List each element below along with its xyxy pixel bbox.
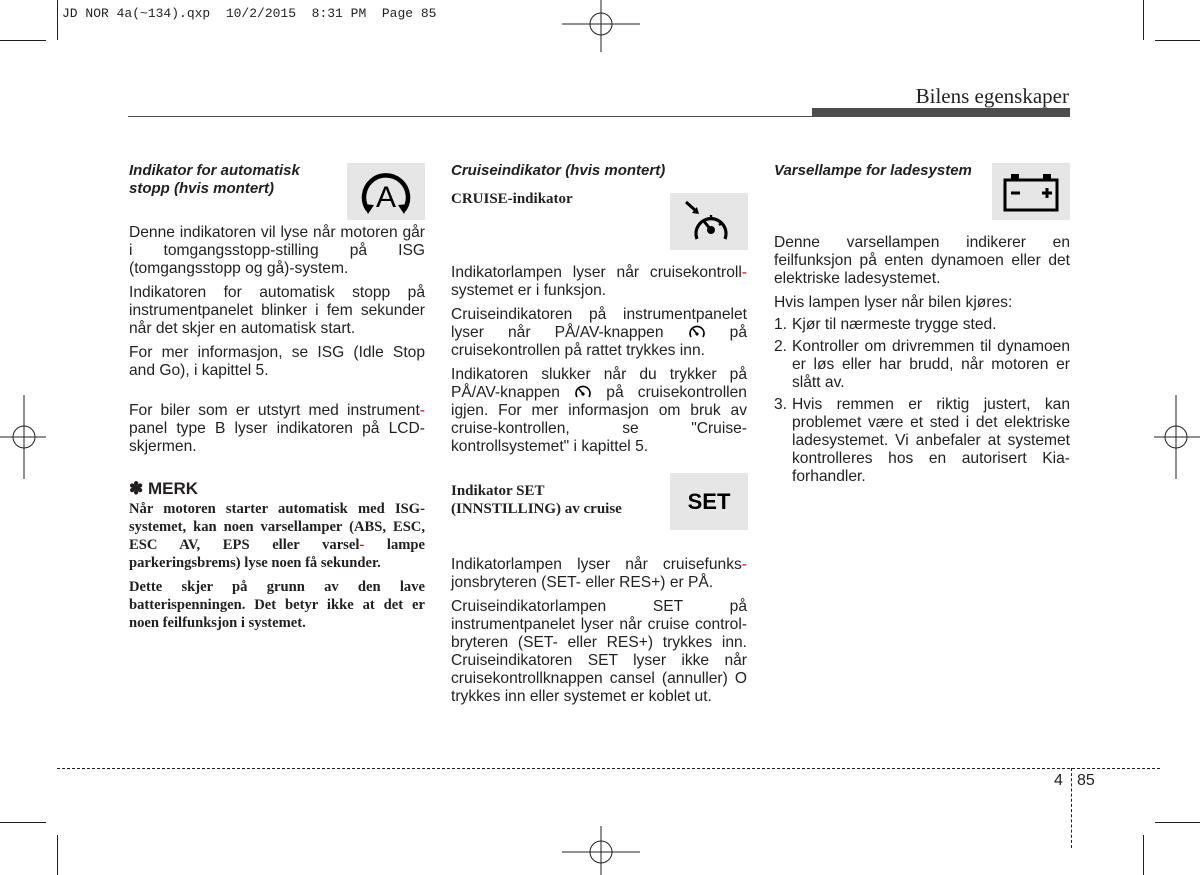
set-indicator-label: SET (687, 488, 731, 514)
auto-stop-indicator-box (347, 163, 425, 220)
steps-list (774, 316, 1070, 486)
paragraph: Cruiseindikatorlampen SET på instrumentpanelet lyser når cruise control-bryteren (SET- eller RES+) trykkes inn. Cruiseindikatoren SET lyser ikke når cruisekontrollknappen cansel (annuller) O trykkes inn eller systemet er koblet ut. (451, 598, 747, 705)
crop-mark (0, 40, 46, 41)
battery-icon (1001, 171, 1061, 213)
crop-mark (1155, 822, 1200, 823)
battery-indicator-box (992, 163, 1070, 220)
footer-divider (1071, 768, 1072, 848)
paragraph: Indikatoren slukker når du trykker på PÅ/AV-knappen på cruisekontrollen igjen. For mer informasjon om bruk av cruise-kontrollen, se "Cruise-kontrollsystemet" i kapittel 5. (451, 366, 747, 455)
registration-mark-icon (1154, 395, 1200, 479)
list-item: 1. Kjør til nærmeste trygge sted. (774, 316, 997, 333)
footer-rule (57, 768, 1160, 769)
paragraph: Denne varsellampen indikerer en feilfunksjon på enten dynamoen eller det elektriske ladesystemet. (774, 234, 1070, 287)
registration-mark-icon (562, 0, 640, 52)
crop-mark (0, 822, 46, 823)
cruise-button-icon (574, 384, 592, 400)
svg-text:A: A (375, 180, 397, 214)
section-title-cruise: Cruiseindikator (hvis montert) (451, 162, 666, 179)
paragraph: Denne indikatoren vil lyse når motoren går i tomgangsstopp-stilling på ISG (tomgangsstopp og gå)-system. (129, 224, 425, 277)
list-item: 2. Kontroller om drivremmen til dynamoen er løs eller har brudd, når motoren er slått av. (774, 338, 1070, 391)
list-item: 3. Hvis remmen er riktig justert, kan problemet være et sted i det elektriske ladesystemet. Vi anbefaler at systemet kontrolleres hos en autorisert Kia-forhandler. (774, 396, 1070, 485)
column-1 (129, 162, 425, 638)
paragraph: Indikatoren for automatisk stopp på instrumentpanelet blinker i fem sekunder når det skjer en automatisk start. (129, 284, 425, 337)
note-title: ✽ MERK (129, 479, 199, 498)
paragraph: Indikatorlampen lyser når cruisefunks- jonsbryteren (SET- eller RES+) er PÅ. (451, 556, 747, 591)
paragraph: Hvis lampen lyser når bilen kjøres: (774, 294, 1013, 311)
auto-stop-A-icon (355, 166, 417, 218)
crop-mark (1143, 0, 1144, 40)
note-paragraph: Dette skjer på grunn av den lave batterispenningen. Det betyr ikke at det er noen feilfunksjon i systemet. (129, 579, 425, 631)
chapter-number: 4 (1054, 772, 1063, 789)
registration-mark-icon (562, 826, 640, 875)
cruise-button-icon (688, 324, 706, 340)
chapter-title: Bilens egenskaper (915, 84, 1069, 108)
cruise-speedometer-icon (684, 199, 734, 245)
paragraph: For mer informasjon, se ISG (Idle Stop and Go), i kapittel 5. (129, 344, 425, 379)
registration-mark-icon (0, 395, 46, 479)
subsection-title-cruise: CRUISE-indikator (451, 191, 573, 207)
set-indicator-box (670, 473, 748, 530)
crop-mark (57, 0, 58, 40)
section-title-charging: Varsellampe for ladesystem (774, 162, 972, 179)
header-rule (128, 116, 1070, 117)
print-slug: JD NOR 4a(~134).qxp 10/2/2015 8:31 PM Page 85 (62, 6, 437, 21)
paragraph: Indikatorlampen lyser når cruisekontroll- systemet er i funksjon. (451, 264, 747, 299)
note-paragraph: Når motoren starter automatisk med ISG-systemet, kan noen varsellamper (ABS, ESC, ESC AV, EPS eller varsel- lampe parkeringsbrems) lyse noen få sekunder. (129, 501, 426, 571)
crop-mark (57, 835, 58, 875)
cruise-indicator-box (670, 193, 748, 250)
crop-mark (1143, 835, 1144, 875)
paragraph: Cruiseindikatoren på instrumentpanelet lyser når PÅ/AV-knappen på cruisekontrollen på rattet trykkes inn. (451, 306, 747, 359)
paragraph: For biler som er utstyrt med instrument- panel type B lyser indikatoren på LCD-skjermen. (129, 402, 425, 455)
subsection-title-set: Indikator SET (INNSTILLING) av cruise (451, 483, 622, 517)
section-title-auto-stop: Indikator for automatisk stopp (hvis montert) (129, 162, 300, 197)
crop-mark (1155, 40, 1200, 41)
header-bar (812, 108, 1070, 116)
page-number: 85 (1077, 772, 1095, 789)
